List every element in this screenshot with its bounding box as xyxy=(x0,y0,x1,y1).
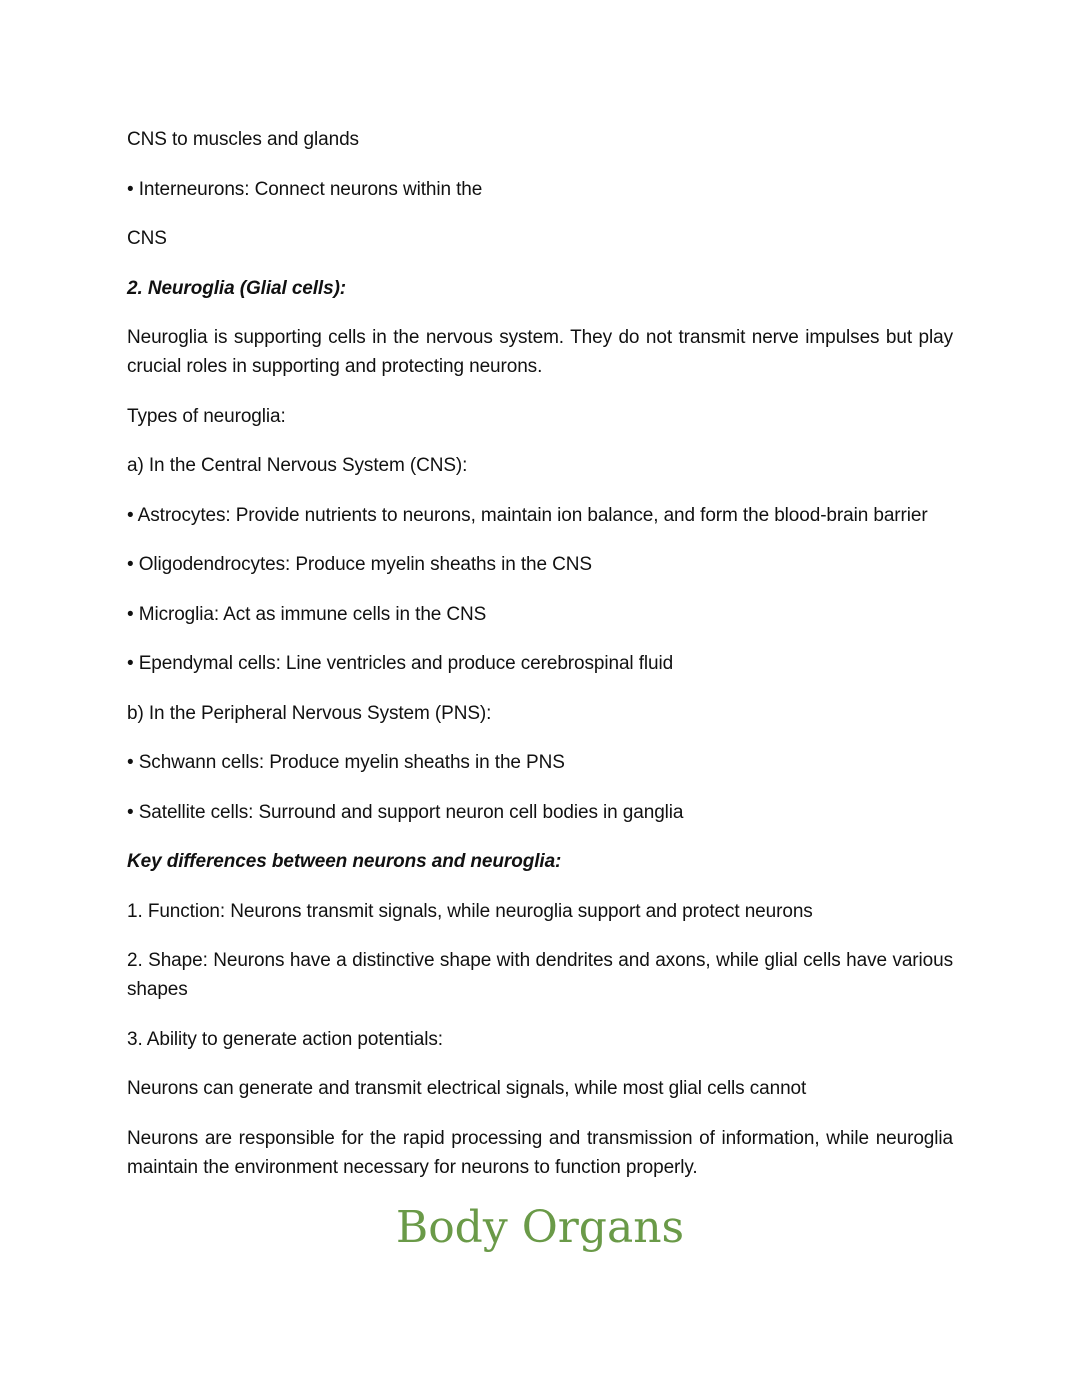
bullet-ependymal-cells: • Ependymal cells: Line ventricles and produce cerebrospinal fluid xyxy=(127,653,674,674)
bullet-microglia: • Microglia: Act as immune cells in the CNS xyxy=(127,603,487,625)
subheading-pns-glia: b) In the Peripheral Nervous System (PNS): xyxy=(127,702,492,724)
bullet-interneurons: • Interneurons: Connect neurons within the xyxy=(127,178,483,200)
paragraph-summary: Neurons are responsible for the rapid processing and transmission of information, while neuroglia maintain the environment necessary for neurons to function properly. xyxy=(127,1127,953,1178)
paragraph-cns-to-muscles: CNS to muscles and glands xyxy=(127,129,359,150)
paragraph-types-of-neuroglia: Types of neuroglia: xyxy=(127,405,286,427)
heading-neuroglia: 2. Neuroglia (Glial cells): xyxy=(127,277,347,299)
bullet-satellite-cells: • Satellite cells: Surround and support neuron cell bodies in ganglia xyxy=(127,801,684,823)
list-item-function: 1. Function: Neurons transmit signals, while neuroglia support and protect neurons xyxy=(127,900,813,922)
subheading-cns-glia: a) In the Central Nervous System (CNS): xyxy=(127,455,468,476)
paragraph-cns: CNS xyxy=(127,228,167,249)
list-item-shape: 2. Shape: Neurons have a distinctive shape with dendrites and axons, while glial cells have various shapes xyxy=(127,950,953,1000)
bullet-oligodendrocytes: • Oligodendrocytes: Produce myelin sheaths in the CNS xyxy=(127,554,592,575)
bullet-schwann-cells: • Schwann cells: Produce myelin sheaths in the PNS xyxy=(127,752,565,773)
paragraph-neuroglia-definition: Neuroglia is supporting cells in the nervous system. They do not transmit nerve impulses but play crucial roles in supporting and protecting neurons. xyxy=(127,327,953,377)
heading-key-differences: Key differences between neurons and neuroglia: xyxy=(127,851,562,872)
paragraph-electrical-signals: Neurons can generate and transmit electrical signals, while most glial cells cannot xyxy=(127,1078,807,1099)
list-item-action-potentials: 3. Ability to generate action potentials: xyxy=(127,1028,443,1050)
document-body xyxy=(127,125,953,1202)
bullet-astrocytes: • Astrocytes: Provide nutrients to neurons, maintain ion balance, and form the blood-brain barrier xyxy=(127,504,928,526)
section-title-body-organs: Body Organs xyxy=(395,1202,685,1253)
